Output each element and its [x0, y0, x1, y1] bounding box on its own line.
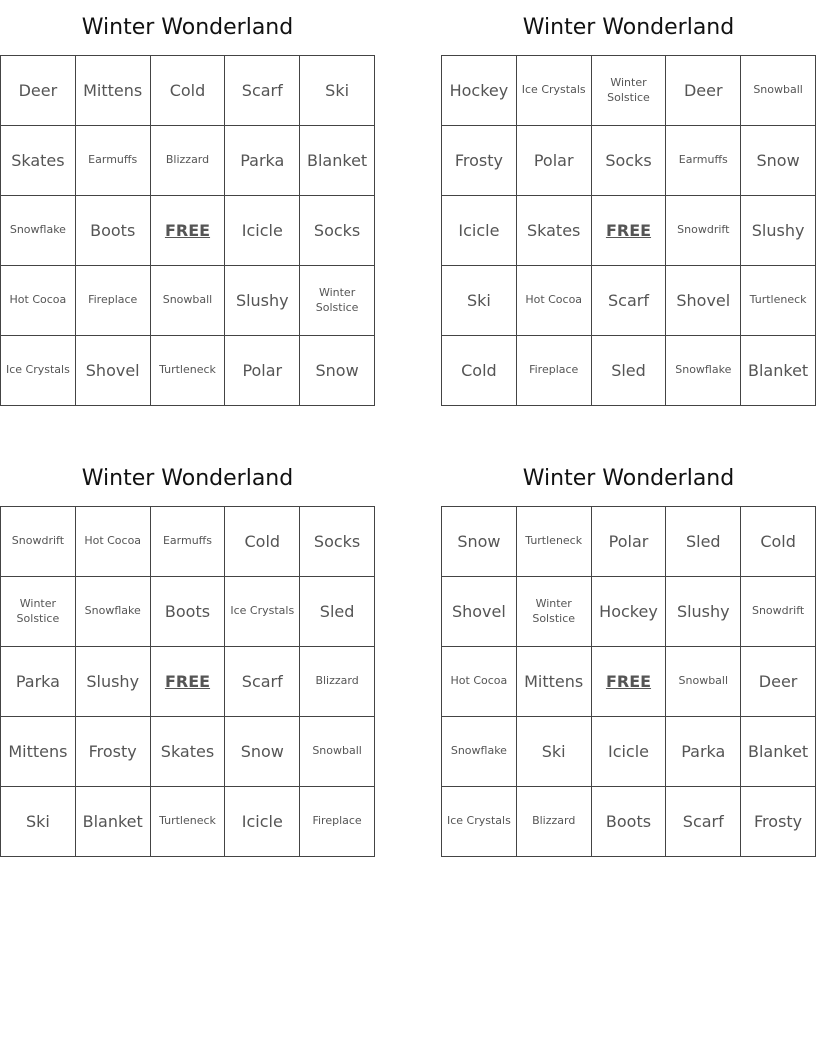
grid-row	[442, 336, 816, 406]
grid-row	[442, 717, 816, 787]
bingo-cell: Parka	[225, 126, 300, 196]
grid-row	[442, 577, 816, 647]
bingo-cell: Winter Solstice	[300, 266, 375, 336]
free-space: FREE	[150, 196, 225, 266]
bingo-grid	[0, 506, 375, 857]
bingo-cell: Sled	[300, 577, 375, 647]
bingo-cell: Slushy	[666, 577, 741, 647]
bingo-card-3	[0, 451, 375, 857]
free-space: FREE	[150, 647, 225, 717]
bingo-cell: Mittens	[1, 717, 76, 787]
bingo-cell: Boots	[75, 196, 150, 266]
bingo-cell: Cold	[150, 56, 225, 126]
bingo-cell: Ice Crystals	[516, 56, 591, 126]
bingo-cell: Slushy	[741, 196, 816, 266]
bingo-cell: Ski	[300, 56, 375, 126]
bingo-cell: Snow	[225, 717, 300, 787]
bingo-cell: Shovel	[75, 336, 150, 406]
bingo-cell: Parka	[666, 717, 741, 787]
card-title: Winter Wonderland	[81, 466, 294, 491]
bingo-cell: Icicle	[591, 717, 666, 787]
grid-row	[1, 647, 375, 717]
bingo-cell: Earmuffs	[75, 126, 150, 196]
bingo-cell: Mittens	[516, 647, 591, 717]
bingo-cell: Cold	[225, 507, 300, 577]
bingo-cell: Icicle	[225, 196, 300, 266]
bingo-cell: Fireplace	[516, 336, 591, 406]
bingo-cell: Winter Solstice	[591, 56, 666, 126]
bingo-cell: Ski	[1, 787, 76, 857]
bingo-cell: Earmuffs	[150, 507, 225, 577]
grid-row	[442, 507, 816, 577]
bingo-card-2	[441, 0, 816, 406]
bingo-cell: Mittens	[75, 56, 150, 126]
bingo-card-1	[0, 0, 375, 406]
bingo-cell: Snowflake	[442, 717, 517, 787]
bingo-cell: Parka	[1, 647, 76, 717]
bingo-cell: Earmuffs	[666, 126, 741, 196]
card-title: Winter Wonderland	[522, 15, 735, 40]
bingo-cell: Snowdrift	[666, 196, 741, 266]
bingo-cell: Hot Cocoa	[516, 266, 591, 336]
bingo-cell: Blanket	[741, 717, 816, 787]
bingo-cell: Hockey	[591, 577, 666, 647]
bingo-cell: Turtleneck	[741, 266, 816, 336]
bingo-cell: Ice Crystals	[442, 787, 517, 857]
bingo-cell: Snowflake	[666, 336, 741, 406]
bingo-cell: Deer	[1, 56, 76, 126]
bingo-cell: Shovel	[442, 577, 517, 647]
bingo-cell: Skates	[150, 717, 225, 787]
bingo-cell: Blizzard	[516, 787, 591, 857]
bingo-cell: Frosty	[75, 717, 150, 787]
bingo-cell: Polar	[225, 336, 300, 406]
bingo-cell: Scarf	[591, 266, 666, 336]
grid-row	[442, 56, 816, 126]
bingo-cell: Snow	[300, 336, 375, 406]
bingo-cell: Boots	[591, 787, 666, 857]
bingo-cell: Snow	[442, 507, 517, 577]
bingo-cell: Frosty	[442, 126, 517, 196]
bingo-cell: Hockey	[442, 56, 517, 126]
grid-row	[1, 336, 375, 406]
bingo-grid	[441, 506, 816, 857]
grid-row	[1, 577, 375, 647]
bingo-cell: Icicle	[442, 196, 517, 266]
bingo-cell: Blanket	[741, 336, 816, 406]
bingo-cell: Sled	[591, 336, 666, 406]
grid-row	[442, 787, 816, 857]
bingo-cell: Fireplace	[300, 787, 375, 857]
bingo-cell: Hot Cocoa	[442, 647, 517, 717]
grid-row	[1, 196, 375, 266]
bingo-cell: Snowball	[150, 266, 225, 336]
bingo-cell: Fireplace	[75, 266, 150, 336]
bingo-cell: Snow	[741, 126, 816, 196]
bingo-card-4	[441, 451, 816, 857]
grid-row	[1, 717, 375, 787]
bingo-cell: Socks	[591, 126, 666, 196]
bingo-cell: Polar	[591, 507, 666, 577]
bingo-cell: Cold	[741, 507, 816, 577]
bingo-cell: Skates	[1, 126, 76, 196]
grid-row	[1, 266, 375, 336]
card-title: Winter Wonderland	[522, 466, 735, 491]
bingo-cell: Frosty	[741, 787, 816, 857]
free-space: FREE	[591, 647, 666, 717]
grid-row	[1, 507, 375, 577]
bingo-cell: Blanket	[300, 126, 375, 196]
bingo-cell: Ice Crystals	[1, 336, 76, 406]
bingo-cell: Scarf	[225, 56, 300, 126]
bingo-cell: Blanket	[75, 787, 150, 857]
bingo-cell: Boots	[150, 577, 225, 647]
grid-row	[1, 56, 375, 126]
grid-row	[442, 126, 816, 196]
bingo-cell: Winter Solstice	[516, 577, 591, 647]
bingo-cell: Turtleneck	[150, 336, 225, 406]
bingo-grid	[0, 55, 375, 406]
bingo-cell: Snowdrift	[741, 577, 816, 647]
card-title: Winter Wonderland	[81, 15, 294, 40]
bingo-cell: Snowdrift	[1, 507, 76, 577]
bingo-cell: Winter Solstice	[1, 577, 76, 647]
bingo-cell: Scarf	[225, 647, 300, 717]
grid-row	[442, 266, 816, 336]
bingo-cell: Slushy	[75, 647, 150, 717]
bingo-cell: Blizzard	[150, 126, 225, 196]
bingo-cell: Snowball	[666, 647, 741, 717]
grid-row	[1, 126, 375, 196]
bingo-cell: Snowball	[300, 717, 375, 787]
bingo-cell: Hot Cocoa	[75, 507, 150, 577]
bingo-cell: Polar	[516, 126, 591, 196]
bingo-cell: Shovel	[666, 266, 741, 336]
grid-row	[442, 647, 816, 717]
bingo-cell: Deer	[666, 56, 741, 126]
bingo-cell: Blizzard	[300, 647, 375, 717]
bingo-cell: Scarf	[666, 787, 741, 857]
bingo-cell: Icicle	[225, 787, 300, 857]
free-space: FREE	[591, 196, 666, 266]
bingo-cell: Ice Crystals	[225, 577, 300, 647]
bingo-cell: Cold	[442, 336, 517, 406]
bingo-cell: Socks	[300, 507, 375, 577]
bingo-cell: Sled	[666, 507, 741, 577]
bingo-cell: Skates	[516, 196, 591, 266]
bingo-cell: Deer	[741, 647, 816, 717]
bingo-cell: Ski	[516, 717, 591, 787]
bingo-cell: Snowball	[741, 56, 816, 126]
bingo-cell: Snowflake	[1, 196, 76, 266]
grid-row	[442, 196, 816, 266]
bingo-cell: Ski	[442, 266, 517, 336]
bingo-cell: Hot Cocoa	[1, 266, 76, 336]
bingo-cell: Socks	[300, 196, 375, 266]
bingo-cell: Turtleneck	[150, 787, 225, 857]
grid-row	[1, 787, 375, 857]
bingo-cell: Turtleneck	[516, 507, 591, 577]
bingo-cell: Slushy	[225, 266, 300, 336]
bingo-cell: Snowflake	[75, 577, 150, 647]
bingo-grid	[441, 55, 816, 406]
